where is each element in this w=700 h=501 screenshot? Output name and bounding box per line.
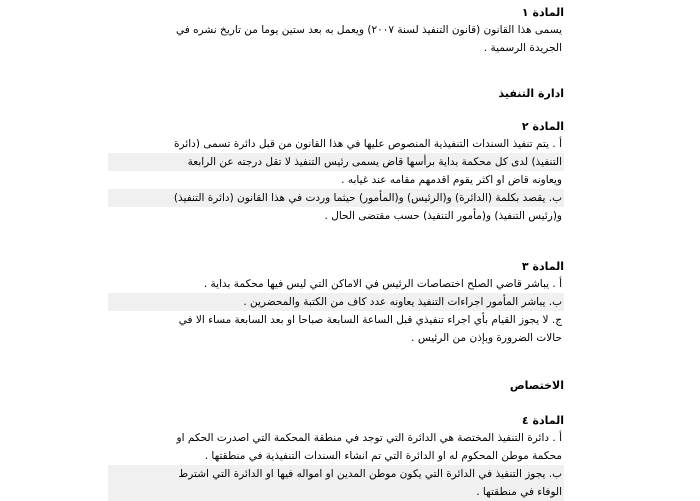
- article-2-line-2: التنفيذ) لدى كل محكمة بداية برأسها قاض يسمى رئيس التنفيذ لا تقل درجته عن الرابعة: [108, 153, 564, 171]
- article-2-line-3: ويعاونه قاض او اكثر يقوم اقدمهم مقامه عند غيابه .: [341, 174, 562, 186]
- article-4-line-1: أ . دائرة التنفيذ المختصة هي الدائرة التي توجد في منطقة المحكمة التي اصدرت الحكم او: [176, 432, 562, 444]
- article-4: [108, 408, 564, 501]
- article-3: [108, 254, 564, 347]
- article-2-line-5: و(رئيس التنفيذ) و(مأمور التنفيذ) حسب مقتضى الحال .: [324, 210, 562, 222]
- article-2-title: المادة ٢: [521, 120, 564, 133]
- article-1: [108, 0, 564, 57]
- article-3-line-2: ب. يباشر المأمور اجراءات التنفيذ يعاونه عدد كاف من الكتبة والمحضرين .: [108, 293, 564, 311]
- article-3-line-3: ج. لا يجوز القيام بأي اجراء تنفيذي قبل الساعة السابعة صباحا او بعد السابعة مساء الا في: [178, 314, 562, 326]
- section-heading-execution: ادارة التنفيذ: [498, 87, 564, 100]
- article-4-line-4: الوفاء في منطقتها .: [108, 483, 564, 501]
- article-3-title: المادة ٣: [521, 260, 564, 273]
- article-2-line-4: ب. يقصد بكلمة (الدائرة) و(الرئيس) و(المأمور) حيثما وردت في هذا القانون (دائرة التنفيذ): [108, 189, 564, 207]
- article-4-line-3: ب. يجوز التنفيذ في الدائرة التي يكون موطن المدين او امواله فيها او الدائرة التي اشترط: [108, 465, 564, 483]
- article-3-line-4: حالات الضرورة وبإذن من الرئيس .: [411, 332, 562, 344]
- article-1-title: المادة ١: [521, 6, 564, 19]
- section-heading-jurisdiction: الاختصاص: [509, 379, 564, 392]
- article-1-line-2: الجريدة الرسمية .: [483, 42, 562, 54]
- article-4-title: المادة ٤: [521, 414, 564, 427]
- article-2: [108, 114, 564, 225]
- article-2-line-1: أ . يتم تنفيذ السندات التنفيذية المنصوص عليها في هذا القانون من قبل دائرة تسمى (دائرة: [174, 138, 562, 150]
- article-1-line-1: يسمى هذا القانون (قانون التنفيذ لسنة ٢٠٠٧) ويعمل به بعد ستين يوما من تاريخ نشره في: [176, 24, 562, 36]
- article-3-line-1: أ . يباشر قاضي الصلح اختصاصات الرئيس في الاماكن التي ليس فيها محكمة بداية .: [203, 278, 562, 290]
- article-4-line-2: محكمة موطن المحكوم له او الدائرة التي تم انشاء السندات التنفيذية في منطقتها .: [204, 450, 562, 462]
